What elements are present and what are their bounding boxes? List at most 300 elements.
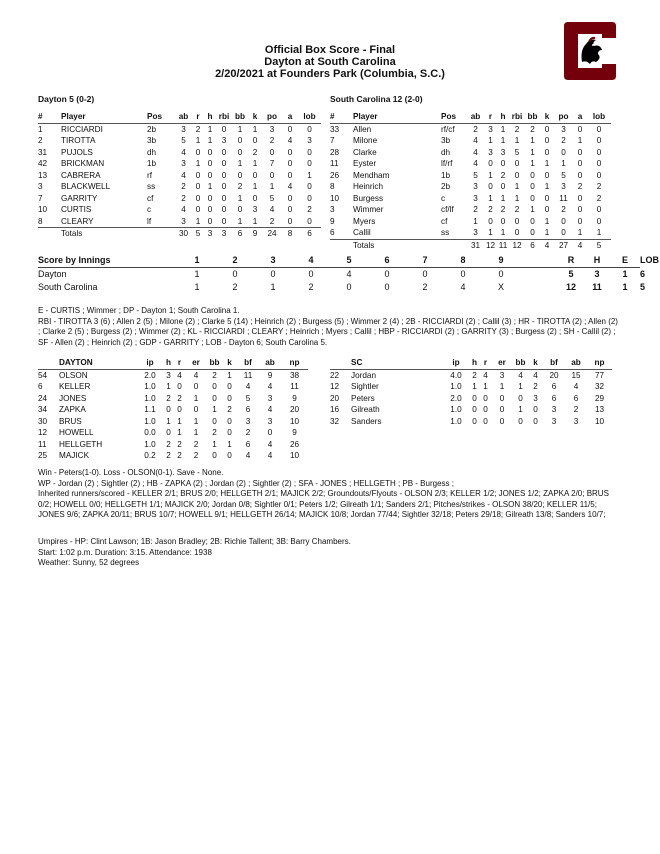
table-cell: 0 xyxy=(514,170,520,180)
table-cell: 2 xyxy=(488,205,493,214)
table-cell: 0 xyxy=(287,205,293,214)
column-header: ab xyxy=(467,111,484,123)
table-cell: 0 xyxy=(561,147,566,157)
team-line-row: South Carolina 1 2 1 2 0 0 2 4 X 12 11 1 5 xyxy=(38,282,646,292)
table-cell: 1 xyxy=(488,228,493,237)
table-cell: 2 xyxy=(577,182,583,191)
table-cell: 0 xyxy=(207,147,213,157)
table-cell: 1 xyxy=(252,159,258,168)
table-row xyxy=(330,369,612,381)
table-cell: 1 xyxy=(544,182,550,191)
table-cell: 4 xyxy=(518,370,523,380)
table-header-row xyxy=(38,357,308,369)
table-cell: 0 xyxy=(177,382,182,391)
table-cell: 4 xyxy=(287,136,293,145)
rhe-value: 1 xyxy=(622,282,628,292)
table-cell: 1 xyxy=(514,182,520,191)
table-cell: 0 xyxy=(195,147,201,157)
table-cell: 0 xyxy=(472,405,477,414)
table-cell: TIROTTA xyxy=(61,136,96,145)
table-cell: lf/rf xyxy=(441,159,453,168)
table-cell: PUJOLS xyxy=(61,147,93,157)
table-cell: 3 xyxy=(488,124,493,134)
table-cell: 1 xyxy=(472,382,477,391)
table-row xyxy=(330,123,611,135)
table-cell: 0 xyxy=(483,393,488,403)
column-header: rbi xyxy=(509,111,525,123)
table-cell: 0 xyxy=(596,136,602,145)
totals-cell xyxy=(38,228,61,240)
table-cell: 3 xyxy=(573,416,579,426)
umpires-line: Umpires - HP: Clint Lawson; 1B: Jason Bradley; 2B: Richie Tallent; 3B: Barry Chambers. xyxy=(38,537,351,546)
date-venue: 2/20/2021 at Founders Park (Columbia, S.C.) xyxy=(215,68,445,80)
column-header: bf xyxy=(237,357,259,369)
table-cell: 0 xyxy=(500,182,506,191)
column-header: SC xyxy=(351,357,443,369)
inning-runs: 0 xyxy=(270,269,276,279)
column-header: er xyxy=(491,357,513,369)
table-cell: 8 xyxy=(330,182,335,191)
column-header xyxy=(330,357,351,369)
table-cell: 4 xyxy=(193,370,199,380)
table-cell: 0 xyxy=(212,451,217,460)
table-cell: dh xyxy=(441,147,451,157)
table-cell: 1 xyxy=(473,216,478,226)
table-row xyxy=(330,227,611,239)
table-row xyxy=(38,170,321,182)
table-cell: Milone xyxy=(353,136,378,145)
table-cell: 3b xyxy=(147,136,157,145)
table-cell: 1 xyxy=(518,405,523,414)
table-cell: 0 xyxy=(267,428,273,437)
table-cell: 0 xyxy=(252,193,258,203)
table-cell: 9 xyxy=(330,216,335,226)
table-cell: 0 xyxy=(596,124,602,134)
table-cell: 1 xyxy=(252,216,258,226)
table-cell: 3 xyxy=(488,147,493,157)
inning-header: 6 xyxy=(368,254,406,268)
totals-cell: 6 xyxy=(232,228,248,240)
table-cell: 1 xyxy=(514,136,520,145)
table-cell: 0 xyxy=(514,159,520,168)
inning-runs: 1 xyxy=(194,269,200,279)
totals-cell: 11 xyxy=(498,240,508,250)
table-cell: 4 xyxy=(267,405,273,414)
table-cell: Sightler xyxy=(351,382,379,391)
table-cell: 2 xyxy=(193,451,199,460)
totals-cell: 12 xyxy=(485,240,496,250)
table-cell: 2 xyxy=(227,405,232,414)
column-header: Pos xyxy=(147,111,175,123)
table-cell: 10 xyxy=(289,416,300,426)
table-cell: 2 xyxy=(307,205,312,214)
column-header: bb xyxy=(207,357,222,369)
table-cell: 1 xyxy=(307,170,312,180)
totals-cell: 4 xyxy=(573,239,587,251)
table-cell: 0 xyxy=(221,205,227,214)
table-cell: HOWELL xyxy=(59,428,94,437)
table-cell: 1 xyxy=(530,159,535,168)
table-cell: c xyxy=(441,193,446,203)
table-cell: 2 xyxy=(212,428,217,437)
column-header: Player xyxy=(61,111,147,123)
table-cell: 1 xyxy=(38,124,43,134)
matchup-title: Dayton at South Carolina xyxy=(264,56,396,68)
table-cell: 4 xyxy=(177,370,182,380)
table-cell: 1 xyxy=(193,416,199,426)
column-header: bb xyxy=(513,357,528,369)
table-cell: 0 xyxy=(544,136,550,145)
table-cell: cf xyxy=(147,193,154,203)
table-cell: 13 xyxy=(38,170,48,180)
table-cell: 1 xyxy=(500,136,506,145)
score-by-innings-table xyxy=(38,254,659,294)
inning-runs: X xyxy=(497,282,504,292)
totals-cell: 3 xyxy=(204,228,216,240)
column-header: h xyxy=(497,111,509,123)
table-cell: 2 xyxy=(514,124,520,134)
table-cell: 28 xyxy=(330,147,340,157)
table-row xyxy=(38,427,308,439)
table-cell: BRICKMAN xyxy=(61,159,105,168)
table-cell: 0 xyxy=(544,124,550,134)
table-cell: 6 xyxy=(245,439,251,449)
inning-runs: 0 xyxy=(498,269,504,279)
inning-runs: 0 xyxy=(422,269,428,279)
score-by-innings-label: Score by Innings xyxy=(38,254,178,268)
table-cell: MAJICK xyxy=(59,451,90,460)
table-cell: 0 xyxy=(307,159,312,168)
table-cell: 0 xyxy=(514,228,520,237)
totals-cell: 4 xyxy=(540,239,554,251)
table-cell: 6 xyxy=(245,405,251,414)
table-cell: 0 xyxy=(544,193,550,203)
table-row xyxy=(38,147,321,159)
column-header: r xyxy=(484,111,497,123)
totals-cell: 9 xyxy=(248,228,262,240)
table-cell: 0 xyxy=(237,170,243,180)
table-cell: 0 xyxy=(212,382,217,391)
dayton-batting-table xyxy=(38,111,321,240)
table-row xyxy=(330,193,611,205)
table-cell: 0 xyxy=(207,205,213,214)
table-cell: 0 xyxy=(577,124,583,134)
table-cell: 0 xyxy=(307,147,312,157)
table-cell: 38 xyxy=(289,370,300,380)
errors-dp-line: E - CURTIS ; Wimmer ; DP - Dayton 1; South Carolina 1. xyxy=(38,306,240,315)
table-cell: 3 xyxy=(473,228,478,237)
totals-cell: Totals xyxy=(61,228,147,240)
table-row xyxy=(330,416,612,428)
table-cell: 0 xyxy=(530,182,535,191)
table-cell: 2 xyxy=(177,439,182,449)
table-cell: 0 xyxy=(287,216,293,226)
table-cell: 31 xyxy=(38,147,48,157)
table-cell: 0 xyxy=(195,182,201,191)
table-cell: 0 xyxy=(483,416,488,426)
table-cell: 2 xyxy=(252,147,258,157)
sc-batting-table xyxy=(330,111,611,251)
table-cell: 0 xyxy=(166,405,171,414)
table-cell: 7 xyxy=(269,159,275,168)
table-cell: 3 xyxy=(533,393,538,403)
totals-cell: 5 xyxy=(192,228,204,240)
innings-header-row: Score by Innings 1 2 3 4 5 6 7 8 9 R H E LOB xyxy=(38,254,640,268)
column-header: r xyxy=(192,111,204,123)
table-row xyxy=(38,369,308,381)
inning-runs: 2 xyxy=(422,282,428,292)
table-cell: 4 xyxy=(245,382,251,391)
table-cell: 1 xyxy=(237,193,243,203)
table-cell: 2 xyxy=(561,205,566,214)
table-cell: 1 xyxy=(195,136,201,145)
table-cell: 2b xyxy=(147,124,157,134)
table-cell: 0 xyxy=(207,159,213,168)
totals-cell: 3 xyxy=(216,228,232,240)
table-cell: 0 xyxy=(287,124,293,134)
table-cell: 3 xyxy=(38,182,43,191)
table-cell: 0 xyxy=(488,216,493,226)
table-cell: 0 xyxy=(195,193,201,203)
table-cell: 1 xyxy=(530,205,535,214)
table-cell: 3 xyxy=(561,124,566,134)
table-cell: 1 xyxy=(166,416,171,426)
table-cell: 2 xyxy=(166,439,171,449)
table-cell: 4 xyxy=(573,382,579,391)
table-cell: Burgess xyxy=(353,193,384,203)
table-cell: 0 xyxy=(166,428,171,437)
table-cell: 1 xyxy=(500,228,506,237)
table-cell: ZAPKA xyxy=(59,405,86,414)
table-row xyxy=(38,204,321,216)
table-cell: cf/lf xyxy=(441,205,454,214)
table-cell: 1 xyxy=(530,147,535,157)
start-duration-line: Start: 1:02 p.m. Duration: 3:15. Attendance: 1938 xyxy=(38,547,212,557)
table-cell: 1 xyxy=(488,193,493,203)
table-cell: 0 xyxy=(307,193,312,203)
table-cell: 0 xyxy=(193,405,199,414)
table-cell: 29 xyxy=(594,393,605,403)
sc-title: South Carolina 12 (2-0) xyxy=(330,94,423,104)
totals-cell xyxy=(330,239,353,251)
table-cell: KELLER xyxy=(59,382,91,391)
table-cell: 9 xyxy=(267,370,273,380)
rhe-value: 1 xyxy=(622,269,628,279)
totals-cell: 6 xyxy=(525,239,540,251)
table-cell: 34 xyxy=(38,405,48,414)
inning-runs: 4 xyxy=(460,282,466,292)
table-cell: Wimmer xyxy=(353,205,384,214)
table-cell: 0 xyxy=(530,193,535,203)
totals-row xyxy=(330,239,611,251)
table-cell: CLEARY xyxy=(61,216,94,226)
table-cell: 15 xyxy=(571,370,581,380)
table-cell: 1 xyxy=(488,136,493,145)
table-cell: Allen xyxy=(353,124,372,134)
table-cell: 1 xyxy=(499,382,505,391)
table-cell: 1 xyxy=(488,170,493,180)
table-cell: 3 xyxy=(166,370,171,380)
rhe-value: 3 xyxy=(594,269,600,279)
table-cell: 0 xyxy=(530,170,535,180)
table-cell: 0 xyxy=(530,228,535,237)
column-header: ab xyxy=(565,357,587,369)
table-cell: 0 xyxy=(596,205,602,214)
table-cell: 0 xyxy=(561,216,566,226)
table-cell: 0 xyxy=(212,393,217,403)
table-cell: 2.0 xyxy=(450,393,462,403)
inning-runs: 0 xyxy=(384,269,390,279)
column-header: ab xyxy=(259,357,281,369)
table-header-row xyxy=(38,111,321,123)
table-cell: 0 xyxy=(221,193,227,203)
totals-cell: 12 xyxy=(509,239,525,251)
table-cell: 0 xyxy=(227,428,232,437)
table-cell: 10 xyxy=(289,451,300,460)
table-cell: 54 xyxy=(38,370,48,380)
table-cell: 2 xyxy=(269,136,275,145)
decisions-line: Win - Peters(1-0). Loss - OLSON(0-1). Save - None. xyxy=(38,468,224,477)
wp-hb-line: WP - Jordan (2) ; Sightler (2) ; HB - ZAPKA (2) ; Jordan (2) ; Sightler (2) ; SFA - JONES ; HELLGETH ; PB - Burgess ; xyxy=(38,478,454,488)
table-cell: 4 xyxy=(473,159,478,168)
table-cell: 2 xyxy=(269,216,275,226)
table-cell: 24 xyxy=(38,393,48,403)
inherited-runners-line: Inherited runners/scored - KELLER 2/1; BRUS 2/0; HELLGETH 2/1; MAJICK 2/2; Groundouts/Flyouts - OLSON 2/3; KELLER 1/2; JONES 1/2; ZAPKA 2/0; BRUS 0/2; HOWELL 0/0; HELLGETH 1/1; MAJICK 2/0; Jordan 0/8; Sightler 0/1; Peters 1/2; Gilreath 1/1; Sanders 2/1; Pitches/strikes - OLSON 38/20; KELLER 11/5; JONES 9/6; ZAPKA 20/11; BRUS 10/7; HOWELL 9/1; HELLGETH 26/14; MAJICK 10/8; Jordan 77/44; Sightler 32/18; Peters 29/18; Gilreath 13/8; Sanders 10/7; xyxy=(38,489,609,519)
table-cell: 1 xyxy=(561,159,566,168)
table-cell: 3 xyxy=(267,393,273,403)
table-cell: 8 xyxy=(38,216,43,226)
table-cell: 2 xyxy=(181,193,186,203)
pitching-notes xyxy=(38,468,622,521)
column-header: Player xyxy=(353,111,441,123)
table-cell: 0 xyxy=(207,170,213,180)
table-cell: 26 xyxy=(330,170,340,180)
table-row xyxy=(38,393,308,405)
table-cell: 0 xyxy=(596,170,602,180)
inning-runs: 0 xyxy=(346,282,352,292)
table-cell: 2 xyxy=(573,405,579,414)
totals-cell: 27 xyxy=(554,239,573,251)
table-cell: 0 xyxy=(577,159,583,168)
table-cell: CURTIS xyxy=(61,205,92,214)
column-header: bb xyxy=(525,111,540,123)
table-cell: 0 xyxy=(483,405,488,414)
table-cell: 3 xyxy=(269,124,275,134)
batting-notes xyxy=(38,306,622,348)
totals-cell: 31 xyxy=(467,239,484,251)
table-cell: 1.0 xyxy=(144,382,156,391)
table-cell: 2 xyxy=(473,205,478,214)
table-cell: 11 xyxy=(559,193,568,203)
rbi-extra-bases-line: RBI - TIROTTA 3 (6) ; Allen 2 (5) ; Milone (2) ; Clarke 5 (14) ; Heinrich (2) ; Burgess (5) ; Wimmer 2 (4) ; 2B - RICCIARDI (2) ; Callil (3) ; HR - TIROTTA (2) ; Allen (2) ; Clarke 2 (5) ; Burgess (2) ; Wimmer (2) ; KL - RICCIARDI ; CLEARY ; Heinrich ; Myers ; Callil ; HBP - RICCIARDI (2) ; GARRITY (3) ; Burgess (2) ; SH - Callil (2) ; SF - Allen (2) ; Heinrich (2) ; GDP - GARRITY ; LOB - Dayton 6; South Carolina 5. xyxy=(38,316,618,347)
table-cell: 2 xyxy=(596,193,602,203)
table-cell: 3 xyxy=(499,370,505,380)
table-cell: 6 xyxy=(573,393,579,403)
table-cell: 4 xyxy=(245,451,251,460)
table-cell: 3 xyxy=(330,205,335,214)
table-cell: 10 xyxy=(330,193,340,203)
table-cell: 0 xyxy=(488,159,493,168)
column-header: h xyxy=(204,111,216,123)
table-cell: 9 xyxy=(292,428,297,437)
table-cell: 4 xyxy=(483,370,488,380)
table-cell: ss xyxy=(147,182,156,191)
table-cell: 0 xyxy=(530,216,535,226)
table-cell: 1 xyxy=(577,228,583,237)
table-cell: 4 xyxy=(473,147,478,157)
table-cell: 0 xyxy=(177,405,182,414)
table-cell: Eyster xyxy=(353,159,377,168)
table-cell: 1.1 xyxy=(144,405,156,414)
table-cell: 6 xyxy=(551,382,557,391)
column-header: er xyxy=(185,357,207,369)
table-row xyxy=(38,123,321,135)
table-cell: 1 xyxy=(514,193,520,203)
table-cell: 4 xyxy=(267,451,273,460)
team-line-row: Dayton 1 0 0 0 4 0 0 0 0 5 3 1 6 xyxy=(38,269,646,279)
table-cell: 0 xyxy=(500,216,506,226)
table-cell: 1 xyxy=(212,405,217,414)
column-header: bf xyxy=(543,357,565,369)
table-cell: Jordan xyxy=(351,370,377,380)
table-cell: 0 xyxy=(287,159,293,168)
table-row xyxy=(330,170,611,182)
table-cell: 1 xyxy=(207,136,213,145)
team-name: Dayton xyxy=(38,269,67,279)
table-cell: 0 xyxy=(207,193,213,203)
table-cell: 2 xyxy=(38,136,43,145)
table-cell: HELLGETH xyxy=(59,439,103,449)
table-row xyxy=(38,439,308,451)
table-cell: 1 xyxy=(269,182,275,191)
table-cell: 3 xyxy=(473,182,478,191)
rhe-value: 11 xyxy=(592,282,602,292)
table-cell: 0 xyxy=(596,159,602,168)
table-row xyxy=(330,393,612,405)
table-cell: 3 xyxy=(181,159,186,168)
table-cell: 0 xyxy=(221,147,227,157)
table-cell: 0 xyxy=(207,216,213,226)
totals-cell: 6 xyxy=(298,228,321,240)
spacer xyxy=(520,254,558,268)
column-header: k xyxy=(528,357,543,369)
table-cell: 1 xyxy=(227,370,232,380)
column-header: lob xyxy=(298,111,321,123)
table-cell: 3 xyxy=(551,405,557,414)
table-cell: 1 xyxy=(195,159,201,168)
table-cell: 0 xyxy=(287,170,293,180)
dayton-title: Dayton 5 (0-2) xyxy=(38,94,95,104)
table-cell: 3 xyxy=(551,416,557,426)
rhe-value: 12 xyxy=(565,282,576,292)
column-header: h xyxy=(163,357,174,369)
table-cell: 2 xyxy=(166,393,171,403)
table-row xyxy=(330,404,612,416)
table-cell: 1 xyxy=(177,428,182,437)
table-cell: 11 xyxy=(330,159,339,168)
table-row xyxy=(38,216,321,228)
table-cell: 9 xyxy=(292,393,297,403)
inning-header: 4 xyxy=(292,254,330,268)
table-cell: 0 xyxy=(533,405,538,414)
table-cell: 3 xyxy=(181,216,186,226)
table-cell: 4.0 xyxy=(450,370,462,380)
column-header: h xyxy=(469,357,480,369)
table-cell: 1 xyxy=(500,124,506,134)
table-cell: 2 xyxy=(177,451,182,460)
table-cell: 0 xyxy=(221,216,227,226)
table-cell: 16 xyxy=(330,405,340,414)
